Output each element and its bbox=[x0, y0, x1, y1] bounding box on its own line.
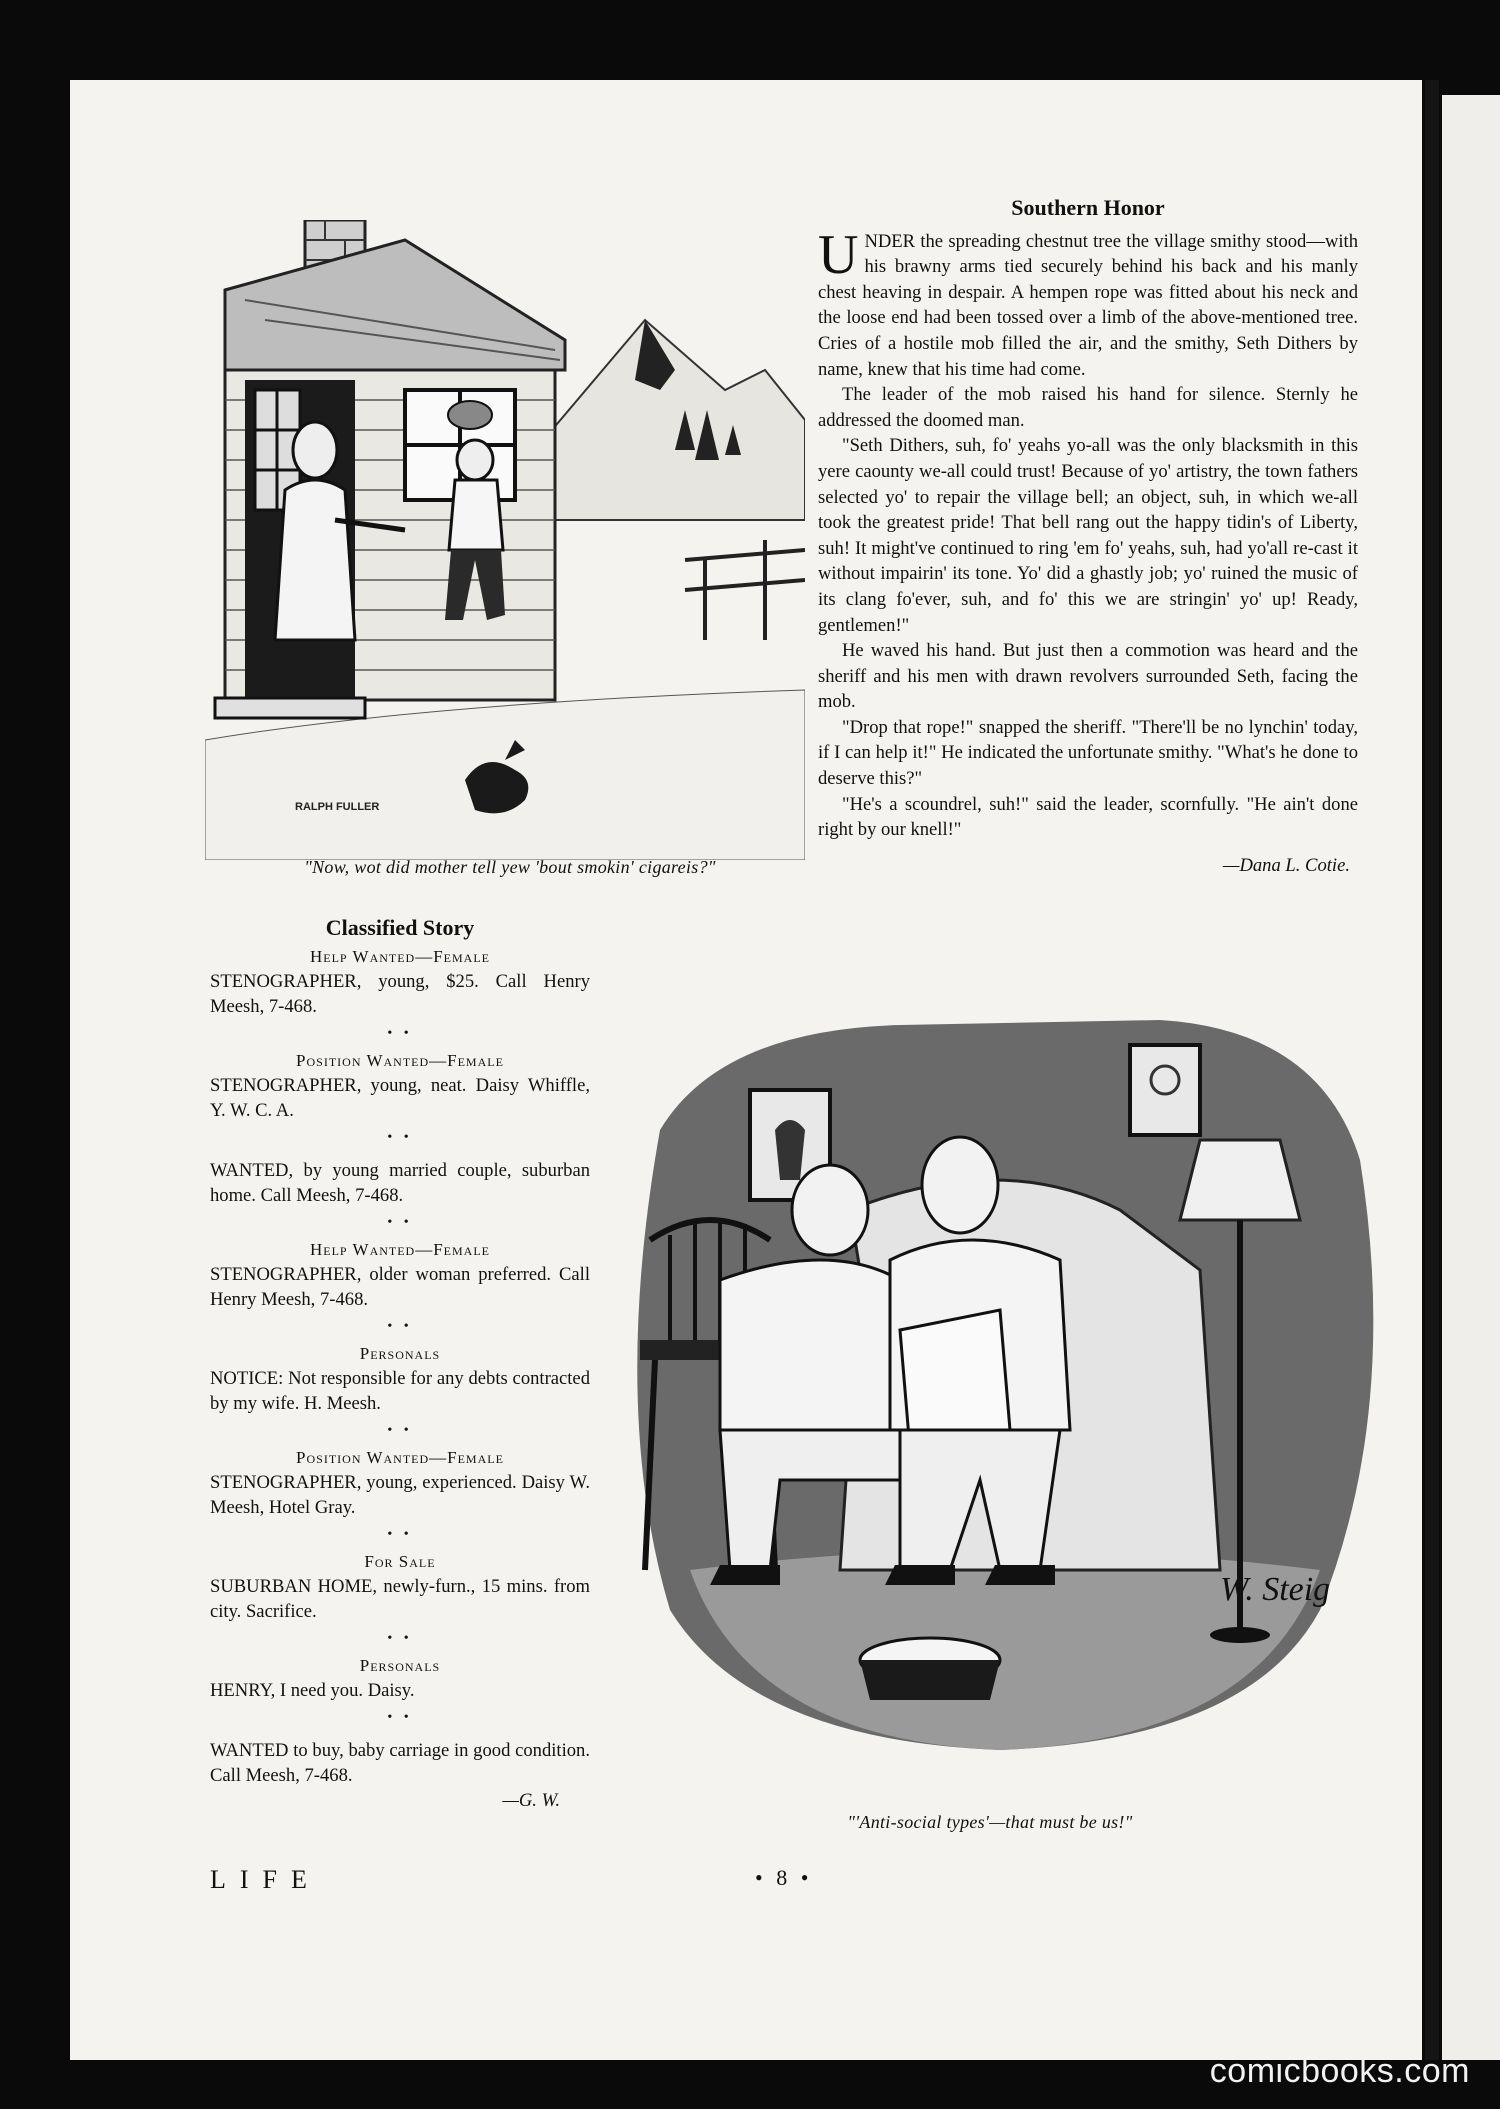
story-paragraph: NDER the spreading chestnut tree the village smithy stood—with his brawny arms tied securely behind his back and his manly chest heaving in despair. A hempen rope was fitted about his neck and the loose end had been tossed over a limb of the above-mentioned tree. Cries of a hostile mob filled the air, and the smithy, Seth Dithers by name, knew that his time had come. bbox=[818, 230, 1358, 380]
watermark: comicbooks.com bbox=[1209, 2052, 1470, 2090]
magazine-name: LIFE bbox=[210, 1865, 321, 1894]
cartoon-top-signature: RALPH FULLER bbox=[295, 801, 380, 813]
cartoon-bottom-signature: W. Steig bbox=[1220, 1571, 1331, 1608]
southern-honor-article bbox=[818, 195, 1358, 878]
ad-category: For Sale bbox=[364, 1552, 436, 1571]
ad-text: WANTED, by young married couple, suburban home. Call Meesh, 7-468. bbox=[210, 1160, 590, 1206]
ad-text: HENRY, I need you. Daisy. bbox=[210, 1680, 415, 1701]
southern-honor-title: Southern Honor bbox=[1011, 195, 1165, 220]
story-paragraph: "Drop that rope!" snapped the sheriff. "There'll be no lynchin' today, if I can help it!" He indicated the unfortunate smithy. "What's he done to deserve this?" bbox=[818, 716, 1358, 790]
cartoon-top-caption: "Now, wot did mother tell yew 'bout smokin' cigareis?" bbox=[304, 857, 716, 877]
story-paragraph: "He's a scoundrel, suh!" said the leader, scornfully. "He ain't done right by our knell!" bbox=[818, 793, 1358, 841]
separator-dots: • • bbox=[387, 1319, 413, 1334]
ad-text: STENOGRAPHER, young, neat. Daisy Whiffle, Y. W. C. A. bbox=[210, 1075, 590, 1121]
ad-text: NOTICE: Not responsible for any debts contracted by my wife. H. Meesh. bbox=[210, 1368, 590, 1414]
ad-category: Help Wanted—Female bbox=[309, 947, 491, 966]
story-paragraph: He waved his hand. But just then a commotion was heard and the sheriff and his men with drawn revolvers surrounded Seth, facing the mob. bbox=[818, 640, 1358, 713]
separator-dots: • • bbox=[387, 1527, 413, 1542]
story-paragraph: The leader of the mob raised his hand for silence. Sternly he addressed the doomed man. bbox=[818, 384, 1358, 431]
ad-category: Personals bbox=[359, 1656, 441, 1675]
cartoon-bottom-caption: "'Anti-social types'—that must be us!" bbox=[847, 1812, 1133, 1832]
ad-category: Position Wanted—Female bbox=[296, 1051, 504, 1070]
ad-category: Personals bbox=[359, 1344, 441, 1363]
story-signature: —Dana L. Cotie. bbox=[1222, 854, 1350, 876]
ad-text: STENOGRAPHER, young, $25. Call Henry Meesh, 7-468. bbox=[210, 971, 590, 1017]
ad-text: WANTED to buy, baby carriage in good condition. Call Meesh, 7-468. bbox=[210, 1740, 590, 1786]
separator-dots: • • bbox=[387, 1631, 413, 1646]
separator-dots: • • bbox=[387, 1130, 413, 1145]
ad-text: SUBURBAN HOME, newly-furn., 15 mins. from city. Sacrifice. bbox=[210, 1576, 590, 1622]
drop-cap: U bbox=[818, 223, 859, 286]
next-page-edge bbox=[1442, 95, 1500, 2060]
cartoon-illustration-bottom bbox=[600, 1010, 1400, 1760]
separator-dots: • • bbox=[387, 1710, 413, 1725]
page-gutter bbox=[1425, 80, 1439, 2060]
story-paragraph: "Seth Dithers, suh, fo' yeahs yo-all was the only blacksmith in this yere caounty we-all could trust! Because of yo' artistry, the town fathers selected yo' to repair the village bell; an object, suh, in which we-all took the greatest pride! That bell rang out the happy tidin's of Liberty, suh! It might've continued to ring 'em fo' yeahs, suh, had yo'all re-cast it without impairin' its tone. Yo' did a ghastly job; yo' ruined the music of its clang fo'ever, suh, and fo' this we are stringin' yo' up! Ready, gentlemen!" bbox=[818, 435, 1358, 636]
ad-category: Position Wanted—Female bbox=[296, 1448, 504, 1467]
cartoon-illustration-top bbox=[205, 220, 805, 860]
separator-dots: • • bbox=[387, 1026, 413, 1041]
ad-text: STENOGRAPHER, older woman preferred. Call Henry Meesh, 7-468. bbox=[210, 1264, 590, 1310]
classified-signature: —G. W. bbox=[502, 1790, 560, 1811]
ad-text: STENOGRAPHER, young, experienced. Daisy W. Meesh, Hotel Gray. bbox=[210, 1472, 590, 1518]
page-number: • 8 • bbox=[755, 1865, 813, 1890]
ad-category: Help Wanted—Female bbox=[309, 1240, 491, 1259]
separator-dots: • • bbox=[387, 1215, 413, 1230]
classified-story bbox=[210, 915, 590, 1813]
classified-title: Classified Story bbox=[325, 915, 475, 940]
separator-dots: • • bbox=[387, 1423, 413, 1438]
